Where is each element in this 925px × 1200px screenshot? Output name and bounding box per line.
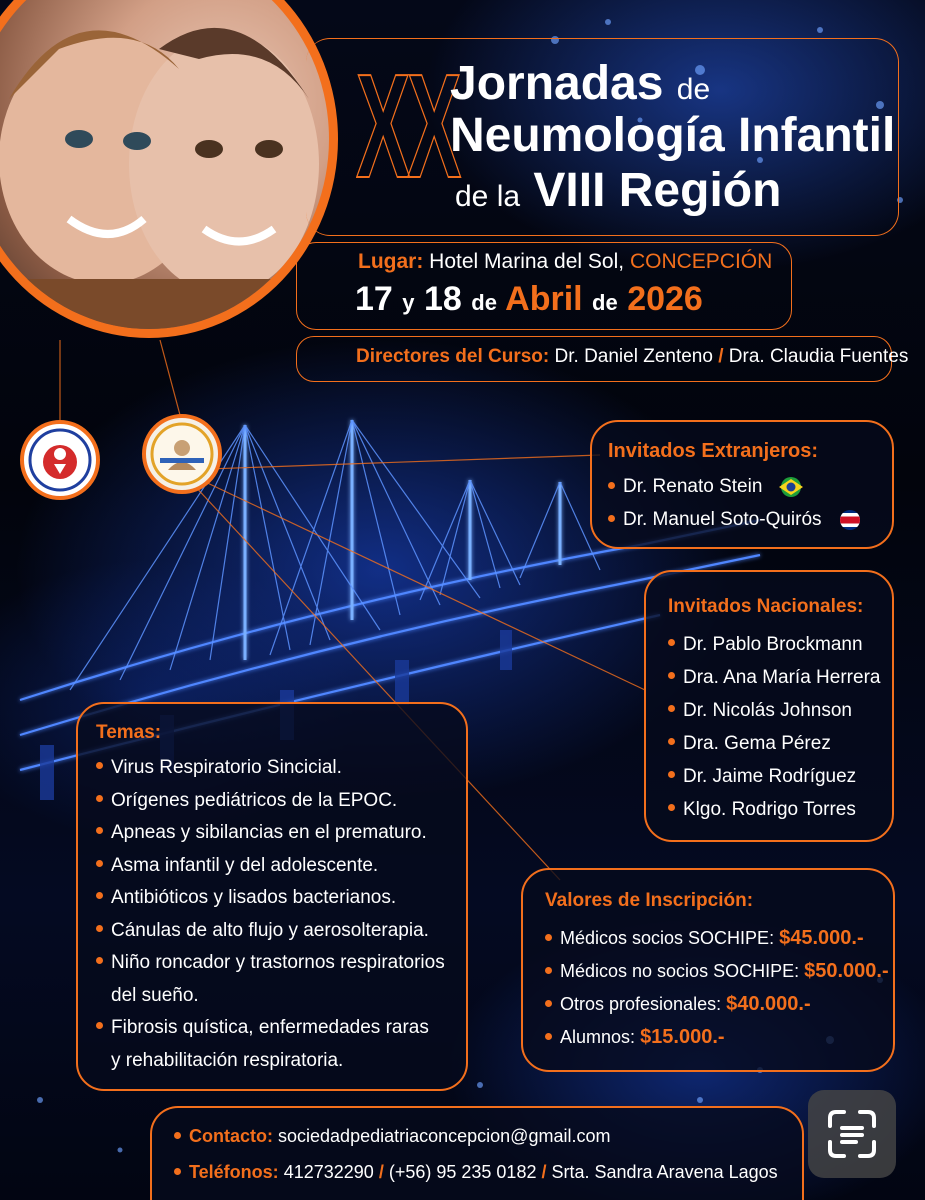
dot-icon [668, 639, 675, 646]
fees-panel [521, 868, 895, 1072]
dot-icon [668, 738, 675, 745]
topic-item: Virus Respiratorio Sincicial. [96, 752, 445, 785]
regional-pediatric-society-logo [142, 414, 222, 494]
national-guest-item: Dr. Jaime Rodríguez [668, 760, 880, 793]
dot-icon [96, 827, 103, 834]
foreign-guests-heading: Invitados Extranjeros: [608, 440, 819, 462]
contact-email-line: Contacto: sociedadpediatriaconcepcion@gmail.com [174, 1126, 610, 1147]
fees-heading: Valores de Inscripción: [545, 890, 754, 911]
contact-phones-line: Teléfonos: 412732290 / (+56) 95 235 0182 / Srta. Sandra Aravena Lagos [174, 1162, 778, 1183]
dot-icon [608, 515, 615, 522]
dot-icon [96, 925, 103, 932]
dot-icon [96, 762, 103, 769]
dot-icon [608, 482, 615, 489]
topics-panel [76, 702, 468, 1091]
dot-icon [545, 1000, 552, 1007]
dot-icon [545, 967, 552, 974]
national-guests-list [668, 628, 880, 826]
children-faces-image [0, 0, 329, 329]
title-numeral: XX [356, 44, 458, 209]
national-guests-panel [644, 570, 894, 842]
costa-rica-flag-icon [835, 509, 865, 531]
national-guests-heading: Invitados Nacionales: [668, 596, 864, 617]
title-line-2: Neumología Infantil [450, 109, 896, 162]
national-guest-item: Klgo. Rodrigo Torres [668, 793, 880, 826]
dot-icon [96, 957, 103, 964]
event-date: 17 y 18 de Abril de 2026 [355, 280, 703, 318]
dot-icon [668, 804, 675, 811]
contact-email-link[interactable]: sociedadpediatriaconcepcion@gmail.com [278, 1126, 611, 1146]
topic-item: Fibrosis quística, enfermedades raras y rehabilitación respiratoria. [96, 1012, 445, 1077]
topics-heading: Temas: [96, 722, 162, 743]
dot-icon [96, 795, 103, 802]
topic-item: Niño roncador y trastornos respiratorios del sueño. [96, 947, 445, 1012]
topic-item: Orígenes pediátricos de la EPOC. [96, 785, 445, 818]
brazil-flag-icon [776, 476, 806, 498]
fee-item: Médicos socios SOCHIPE: $45.000.- [545, 922, 889, 955]
national-guest-item: Dr. Nicolás Johnson [668, 694, 880, 727]
topic-item: Antibióticos y lisados bacterianos. [96, 882, 445, 915]
fee-item: Médicos no socios SOCHIPE: $50.000.- [545, 955, 889, 988]
dot-icon [96, 892, 103, 899]
topic-item: Apneas y sibilancias en el prematuro. [96, 817, 445, 850]
topic-item: Cánulas de alto flujo y aerosolterapia. [96, 915, 445, 948]
dot-icon [668, 705, 675, 712]
sociedad-chilena-pediatria-logo [20, 420, 100, 500]
dot-icon [668, 672, 675, 679]
dot-icon [545, 934, 552, 941]
scan-text-button[interactable] [808, 1090, 896, 1178]
title-line-3: de la VIII Región [455, 164, 782, 217]
dot-icon [174, 1132, 181, 1139]
foreign-guest-item: Dr. Renato Stein [608, 476, 806, 498]
foreign-guest-item: Dr. Manuel Soto-Quirós [608, 509, 865, 531]
dot-icon [545, 1033, 552, 1040]
national-guest-item: Dra. Gema Pérez [668, 727, 880, 760]
fee-item: Alumnos: $15.000.- [545, 1021, 889, 1054]
topic-item: Asma infantil y del adolescente. [96, 850, 445, 883]
fees-list [545, 922, 889, 1054]
directors-line: Directores del Curso: Dr. Daniel Zenteno / Dra. Claudia Fuentes [356, 346, 909, 367]
dot-icon [668, 771, 675, 778]
dot-icon [174, 1168, 181, 1175]
scan-text-icon [808, 1090, 896, 1178]
foreign-guests-panel [590, 420, 894, 549]
venue-line: Lugar: Hotel Marina del Sol, CONCEPCIÓN [358, 250, 773, 273]
venue-date-frame [296, 242, 792, 330]
national-guest-item: Dr. Pablo Brockmann [668, 628, 880, 661]
fee-item: Otros profesionales: $40.000.- [545, 988, 889, 1021]
contact-panel [150, 1106, 804, 1200]
title-line-1: Jornadas de [450, 57, 711, 110]
title-frame [306, 38, 899, 236]
dot-icon [96, 860, 103, 867]
topics-list [96, 752, 445, 1077]
dot-icon [96, 1022, 103, 1029]
national-guest-item: Dra. Ana María Herrera [668, 661, 880, 694]
